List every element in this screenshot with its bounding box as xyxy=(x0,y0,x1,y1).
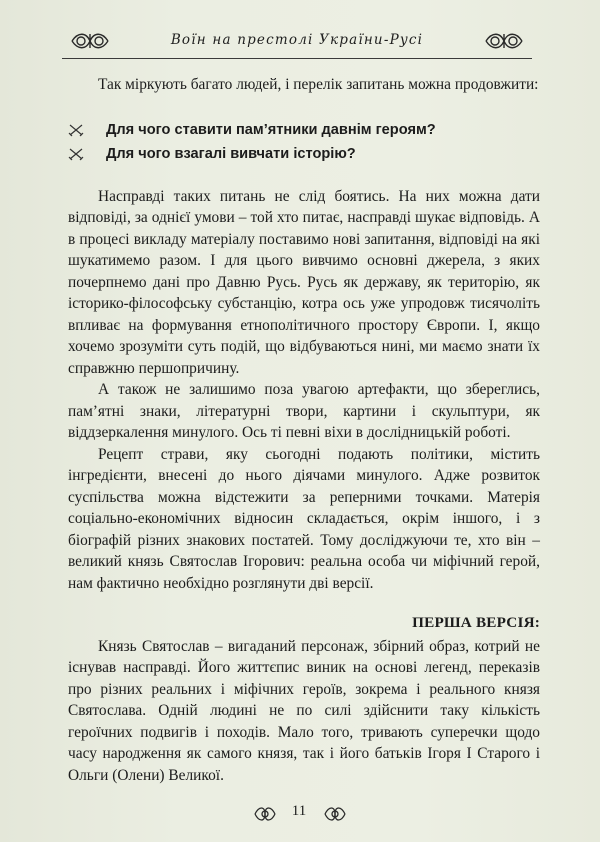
running-header xyxy=(62,22,532,66)
header-rule xyxy=(62,58,532,59)
body-paragraph-2: А також не залишимо поза увагою артефакти, що збереглись, пам’ятні знаки, літературні твори, картини і скульптури, як віддзеркалення минулого. Ось ті певні віхи в дослідницькій роботі. xyxy=(68,381,540,441)
body-paragraph-3: Рецепт страви, яку сьогодні подають політики, містить інгредієнти, внесені до нього діячами минулого. Адже розвиток суспільства можна відстежити за реперними точками. Матерія соціально-економічних відносин складається, окрім іншого, і з біографій різних знакових постатей. Тому досліджуючи те, хто він – великий князь Святослав Ігорович: реальна особа чи міфічний герой, нам фактично необхідно розглянути дві версії. xyxy=(68,445,540,592)
question-text: Для чого ставити пам’ятники давнім героям? xyxy=(106,121,436,138)
celtic-knot-ornament-right xyxy=(484,30,524,52)
question-item xyxy=(68,142,540,166)
question-list xyxy=(68,118,540,166)
page-footer xyxy=(0,802,600,828)
question-item xyxy=(68,118,540,142)
running-header-title: Воїн на престолі України-Русі xyxy=(170,32,424,48)
crossed-swords-icon xyxy=(68,147,84,161)
body-paragraph-1: Насправді таких питань не слід боятись. На них можна дати відповіді, за однієї умови – той хто питає, насправді шукає відповідь. А в процесі викладу матеріалу поставимо нові запитання, відповіді на які шукатимемо разом. І для цього вивчимо основні джерела, з яких почерпнемо дані про Давню Русь. Русь як державу, як територію, як історико-філософську субстанцію, котра ось уже упродовж тисячоліть впливає на формування етнополітичного простору Європи. І, якщо хочемо зрозуміти суть подій, що відбуваються нині, ми маємо знати їх справжню першопричину. xyxy=(68,187,540,377)
question-text: Для чого взагалі вивчати історію? xyxy=(106,145,356,162)
intro-paragraph: Так міркують багато людей, і перелік запитань можна продовжити: xyxy=(98,76,539,93)
knot-ornament-icon xyxy=(322,804,348,824)
page-content xyxy=(68,74,540,786)
page-number: 11 xyxy=(291,803,307,819)
section-heading: ПЕРША ВЕРСІЯ: xyxy=(412,614,540,631)
section-paragraph: Князь Святослав – вигаданий персонаж, збірний образ, котрий не існував насправді. Його життєпис виник на основі легенд, переказів про різних реальних і міфічних героїв, зокрема і реального князя Святослава. Одній людині не по силі здійснити таку кількість героїчних подвигів і походів. Мало того, тривають суперечки щодо часу народження як самого князя, так і його батьків Ігоря І Старого і Ольги (Олени) Великої. xyxy=(68,637,540,784)
crossed-swords-icon xyxy=(68,123,84,137)
knot-ornament-icon xyxy=(252,804,278,824)
